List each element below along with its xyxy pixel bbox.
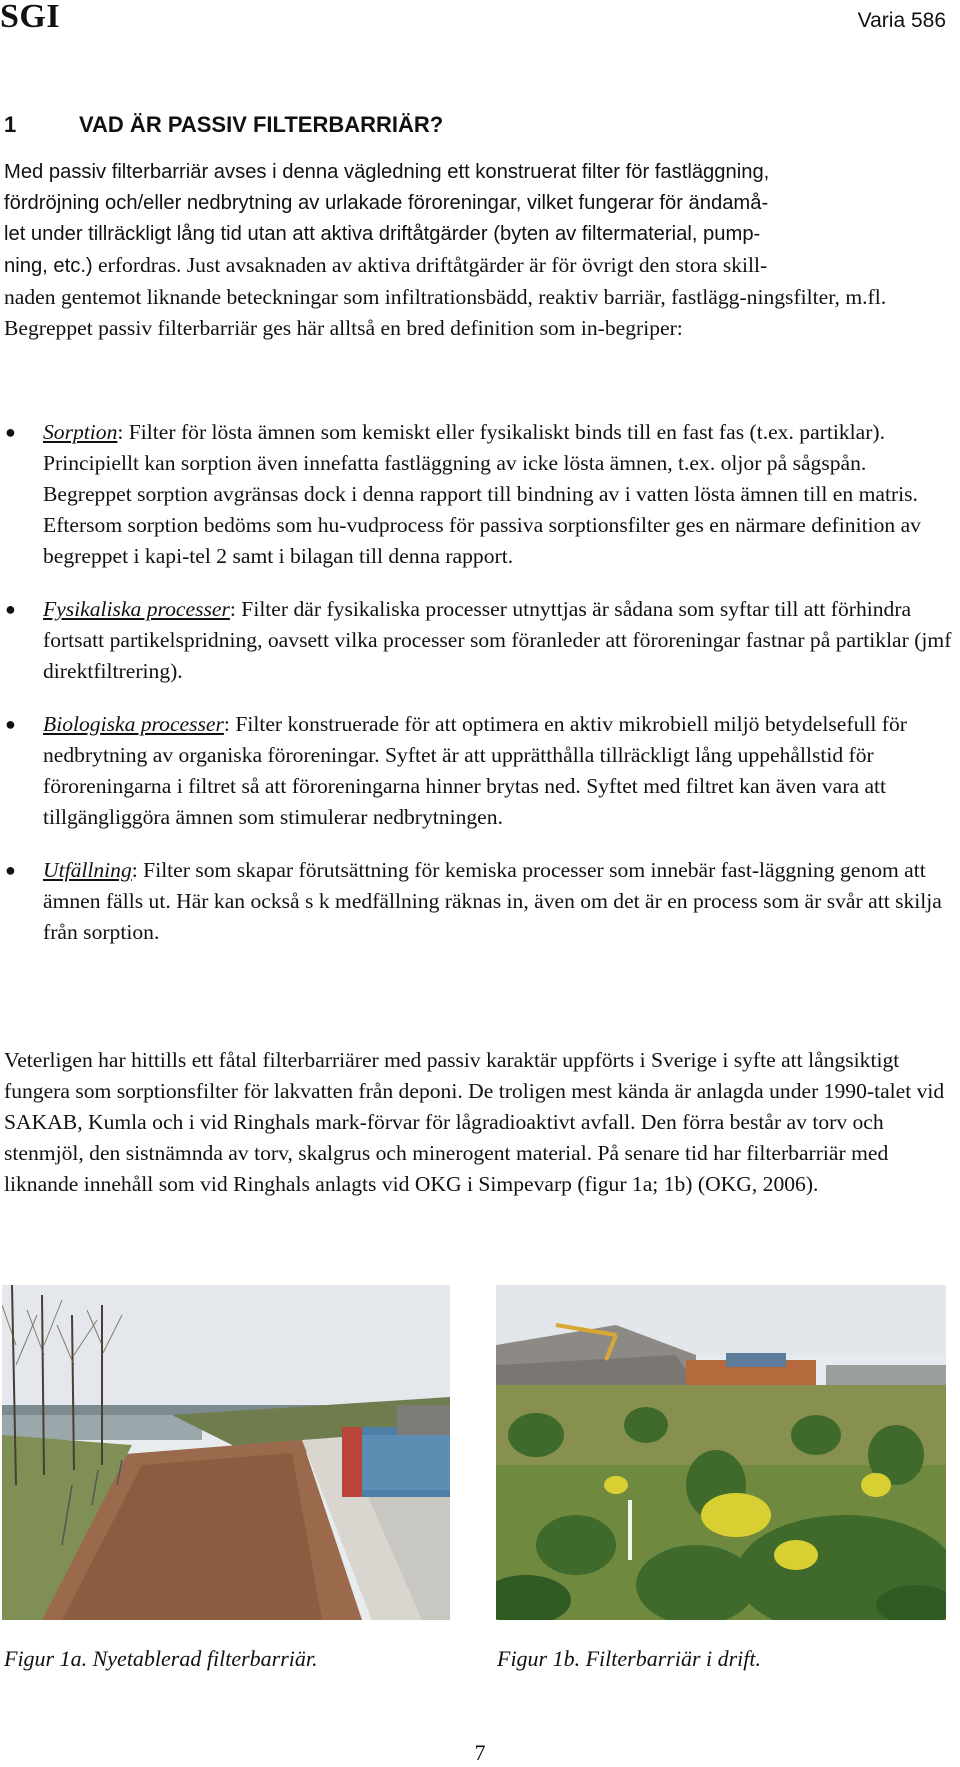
intro-line-4 <box>4 250 956 282</box>
definition-biologiska: : Filter konstruerade för att optimera en aktiv mikrobiell miljö betydelsefull för nedbrytning av organiska föroreningar. Syftet är att upprätthålla tillräckligt lång uppehållstid för föroreningarna i filtret så att föroreningarna hinner brytas ned. Syftet med filtret kan även vara att tillgängliggöra ämnen som stimulerar nedbrytningen. <box>43 712 907 829</box>
section-number: 1 <box>4 112 17 137</box>
figure-1a-photo <box>2 1285 450 1620</box>
intro-rest: naden gentemot liknande beteckningar som infiltrationsbädd, reaktiv barriär, fastlägg-ningsfilter, m.fl. Begreppet passiv filterbarriär ges här alltså en bred definition som in-begriper: <box>4 285 887 340</box>
definition-fysikaliska: : Filter där fysikaliska processer utnyttjas är sådana som syftar till att förhindra fortsatt partikelspridning, oavsett vilka processer som föranleder att föroreningar fastnar på partiklar (jmf direktfiltrering). <box>43 597 952 683</box>
figure-1b-photo <box>496 1285 946 1620</box>
section-heading <box>4 112 443 138</box>
figure-1a-caption: Figur 1a. Nyetablerad filterbarriär. <box>4 1646 318 1671</box>
bullet-icon: ● <box>5 860 16 880</box>
term-utfallning: Utfällning <box>43 858 132 882</box>
term-sorption: Sorption <box>43 420 118 444</box>
list-item-fysikaliska <box>0 594 960 687</box>
bullet-icon: ● <box>5 599 16 619</box>
bullet-icon: ● <box>5 422 16 442</box>
definition-sorption: : Filter för lösta ämnen som kemiskt eller fysikaliskt binds till en fast fas (t.ex. partiklar). Principiellt kan sorption även innefatta fastläggning av icke lösta ämnen, t.ex. oljor på sågspån. Begreppet sorption avgränsas dock i denna rapport till bindning av i vatten lösta ämnen till en matris. Eftersom sorption bedöms som hu-vudprocess för passiva sorptionsfilter ges en närmare definition av begreppet i kapi-tel 2 samt i bilagan till denna rapport. <box>43 420 921 568</box>
list-item-sorption <box>0 417 960 572</box>
series-label: Varia 586 <box>857 9 946 32</box>
intro-paragraph <box>4 157 956 344</box>
process-list <box>0 417 960 970</box>
paragraph-two: Veterligen har hittills ett fåtal filterbarriärer med passiv karaktär uppförts i Sverige i syfte att långsiktigt fungera som sorptionsfilter för lakvatten från deponi. De troligen mest kända är anlagda under 1990-talet vid SAKAB, Kumla och i vid Ringhals mark-förvar för lågradioaktivt avfall. Den förra består av torv och stenmjöl, den sistnämnda av torv, skalgrus och minerogent material. På senare tid har filterbarriär med liknande innehåll som vid Ringhals anlagts vid OKG i Simpevarp (figur 1a; 1b) (OKG, 2006). <box>4 1048 945 1196</box>
term-biologiska: Biologiska processer <box>43 712 224 736</box>
intro-line-3: let under tillräckligt lång tid utan att aktiva driftåtgärder (byten av filtermaterial, pump- <box>4 223 761 245</box>
intro-line-1: Med passiv filterbarriär avses i denna vägledning ett konstruerat filter för fastläggning, <box>4 161 770 183</box>
intro-line-4-serif: erfordras. Just avsaknaden av aktiva driftåtgärder är för övrigt den stora skill- <box>92 253 768 277</box>
list-item-biologiska <box>0 709 960 833</box>
intro-line-4-sans: ning, etc.) <box>4 255 93 277</box>
definition-utfallning: : Filter som skapar förutsättning för kemiska processer som innebär fast-läggning genom att ämnen fälls ut. Här kan också s k medfällning räknas in, även om det är en process som är svår att skilja från sorption. <box>43 858 942 944</box>
figure-1b-image <box>496 1285 946 1620</box>
list-item-utfallning <box>0 855 960 948</box>
term-fysikaliska: Fysikaliska processer <box>43 597 230 621</box>
figure-1b-caption: Figur 1b. Filterbarriär i drift. <box>497 1646 762 1671</box>
intro-line-2: fördröjning och/eller nedbrytning av urlakade föroreningar, vilket fungerar för ändamå- <box>4 192 769 214</box>
figure-1a-image <box>2 1285 450 1620</box>
sgi-logo: SGI <box>0 0 61 35</box>
page-number: 7 <box>474 1740 486 1765</box>
bullet-icon: ● <box>5 714 16 734</box>
section-title: VAD ÄR PASSIV FILTERBARRIÄR? <box>79 112 444 137</box>
